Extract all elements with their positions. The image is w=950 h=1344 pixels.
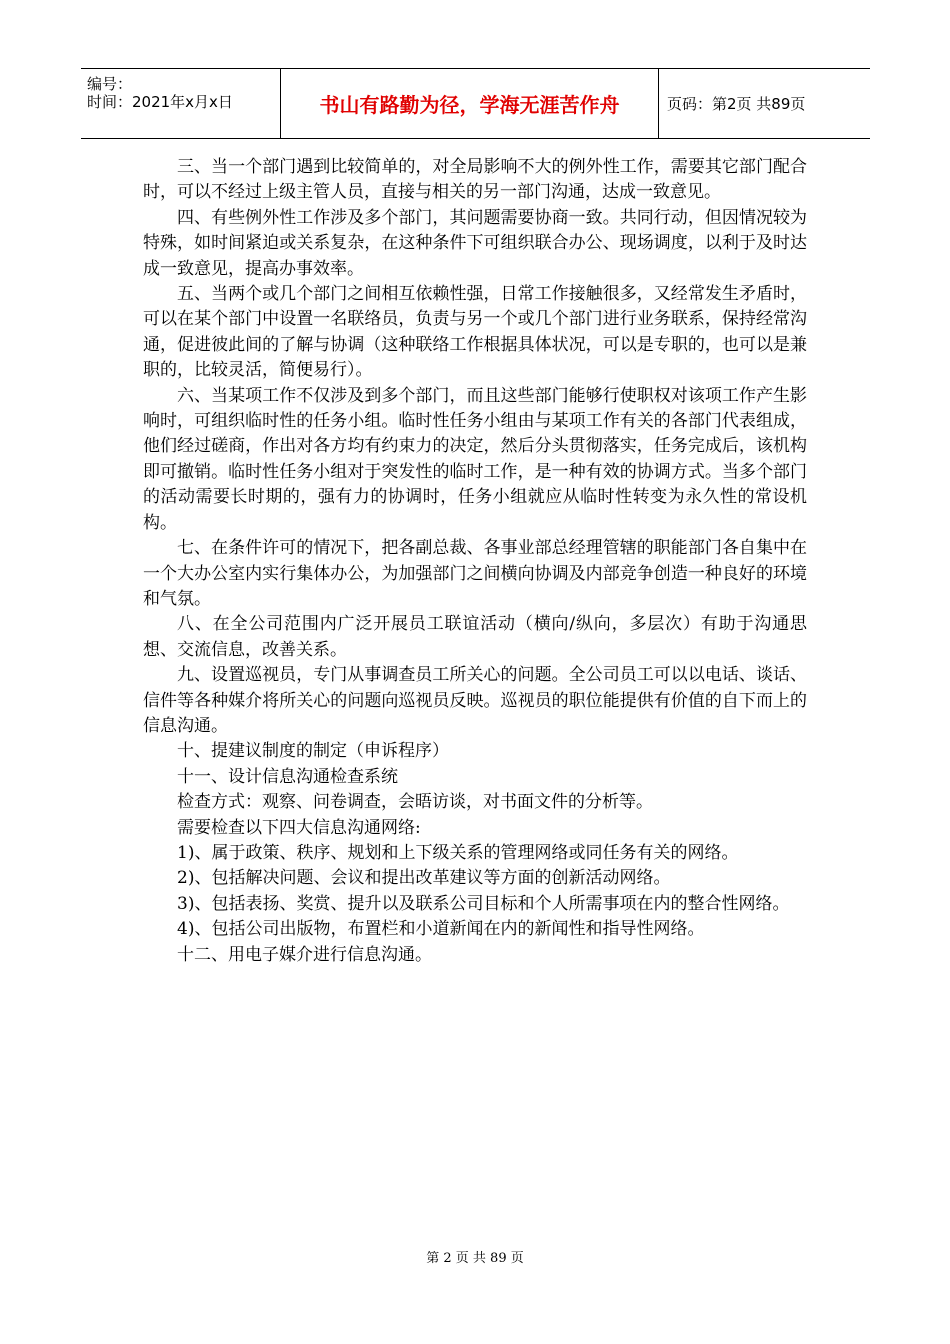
paragraph: 十、提建议制度的制定（申诉程序） <box>177 741 449 762</box>
paragraph: 九、设置巡视员，专门从事调查员工所关心的问题。全公司员工可以以电话、谈话、信件等各种媒介将所关心的问题向巡视员反映。巡视员的职位能提供有价值的自下而上的信息沟通。 <box>143 665 807 736</box>
header-page-info: 页码：第2页 共89页 <box>667 95 806 113</box>
paragraph: 八、在全公司范围内广泛开展员工联谊活动（横向/纵向，多层次）有助于沟通思想、交流信息，改善关系。 <box>143 614 807 660</box>
page-footer: 第 2 页 共 89 页 <box>426 1251 524 1266</box>
paragraph: 3)、包括表扬、奖赏、提升以及联系公司目标和个人所需事项在内的整合性网络。 <box>177 893 790 914</box>
paragraph: 检查方式：观察、问卷调查，会晤访谈，对书面文件的分析等。 <box>177 792 653 813</box>
page-header <box>81 68 870 139</box>
header-slogan: 书山有路勤为径，学海无涯苦作舟 <box>281 69 659 138</box>
paragraph: 需要检查以下四大信息沟通网络: <box>177 817 421 838</box>
paragraph: 三、当一个部门遇到比较简单的，对全局影响不大的例外性工作，需要其它部门配合时，可以不经过上级主管人员，直接与相关的另一部门沟通，达成一致意见。 <box>143 157 807 203</box>
paragraph: 六、当某项工作不仅涉及到多个部门，而且这些部门能够行使职权对该项工作产生影响时，可组织临时性的任务小组。临时性任务小组由与某项工作有关的各部门代表组成，他们经过磋商，作出对各方均有约束力的决定，然后分头贯彻落实，任务完成后，该机构即可撤销。临时性任务小组对于突发性的临时工作，是一种有效的协调方式。当多个部门的活动需要长时期的，强有力的协调时，任务小组就应从临时性转变为永久性的常设机构。 <box>143 385 807 533</box>
document-number-label: 编号： <box>87 75 133 93</box>
paragraph: 十二、用电子媒介进行信息沟通。 <box>177 944 432 965</box>
paragraph: 四、有些例外性工作涉及多个部门，其问题需要协商一致。共同行动，但因情况较为特殊，如时间紧迫或关系复杂，在这种条件下可组织联合办公、现场调度，以利于及时达成一致意见，提高办事效率。 <box>143 207 807 279</box>
paragraph: 1)、属于政策、秩序、规划和上下级关系的管理网络或同任务有关的网络。 <box>177 842 739 863</box>
document-body <box>143 155 807 968</box>
paragraph: 十一、设计信息沟通检查系统 <box>177 766 398 787</box>
paragraph: 4)、包括公司出版物，布置栏和小道新闻在内的新闻性和指导性网络。 <box>177 919 705 940</box>
header-meta <box>81 69 281 138</box>
paragraph: 2)、包括解决问题、会议和提出改革建议等方面的创新活动网络。 <box>177 868 671 889</box>
paragraph: 五、当两个或几个部门之间相互依赖性强，日常工作接触很多，又经常发生矛盾时，可以在某个部门中设置一名联络员，负责与另一个或几个部门进行业务联系，保持经常沟通，促进彼此间的了解与协调（这种联络工作根据具体状况，可以是专职的，也可以是兼职的，比较灵活，简便易行）。 <box>143 284 807 381</box>
paragraph: 七、在条件许可的情况下，把各副总裁、各事业部总经理管辖的职能部门各自集中在一个大办公室内实行集体办公，为加强部门之间横向协调及内部竞争创造一种良好的环境和气氛。 <box>143 538 807 609</box>
document-date: 时间：2021年x月x日 <box>87 93 233 111</box>
